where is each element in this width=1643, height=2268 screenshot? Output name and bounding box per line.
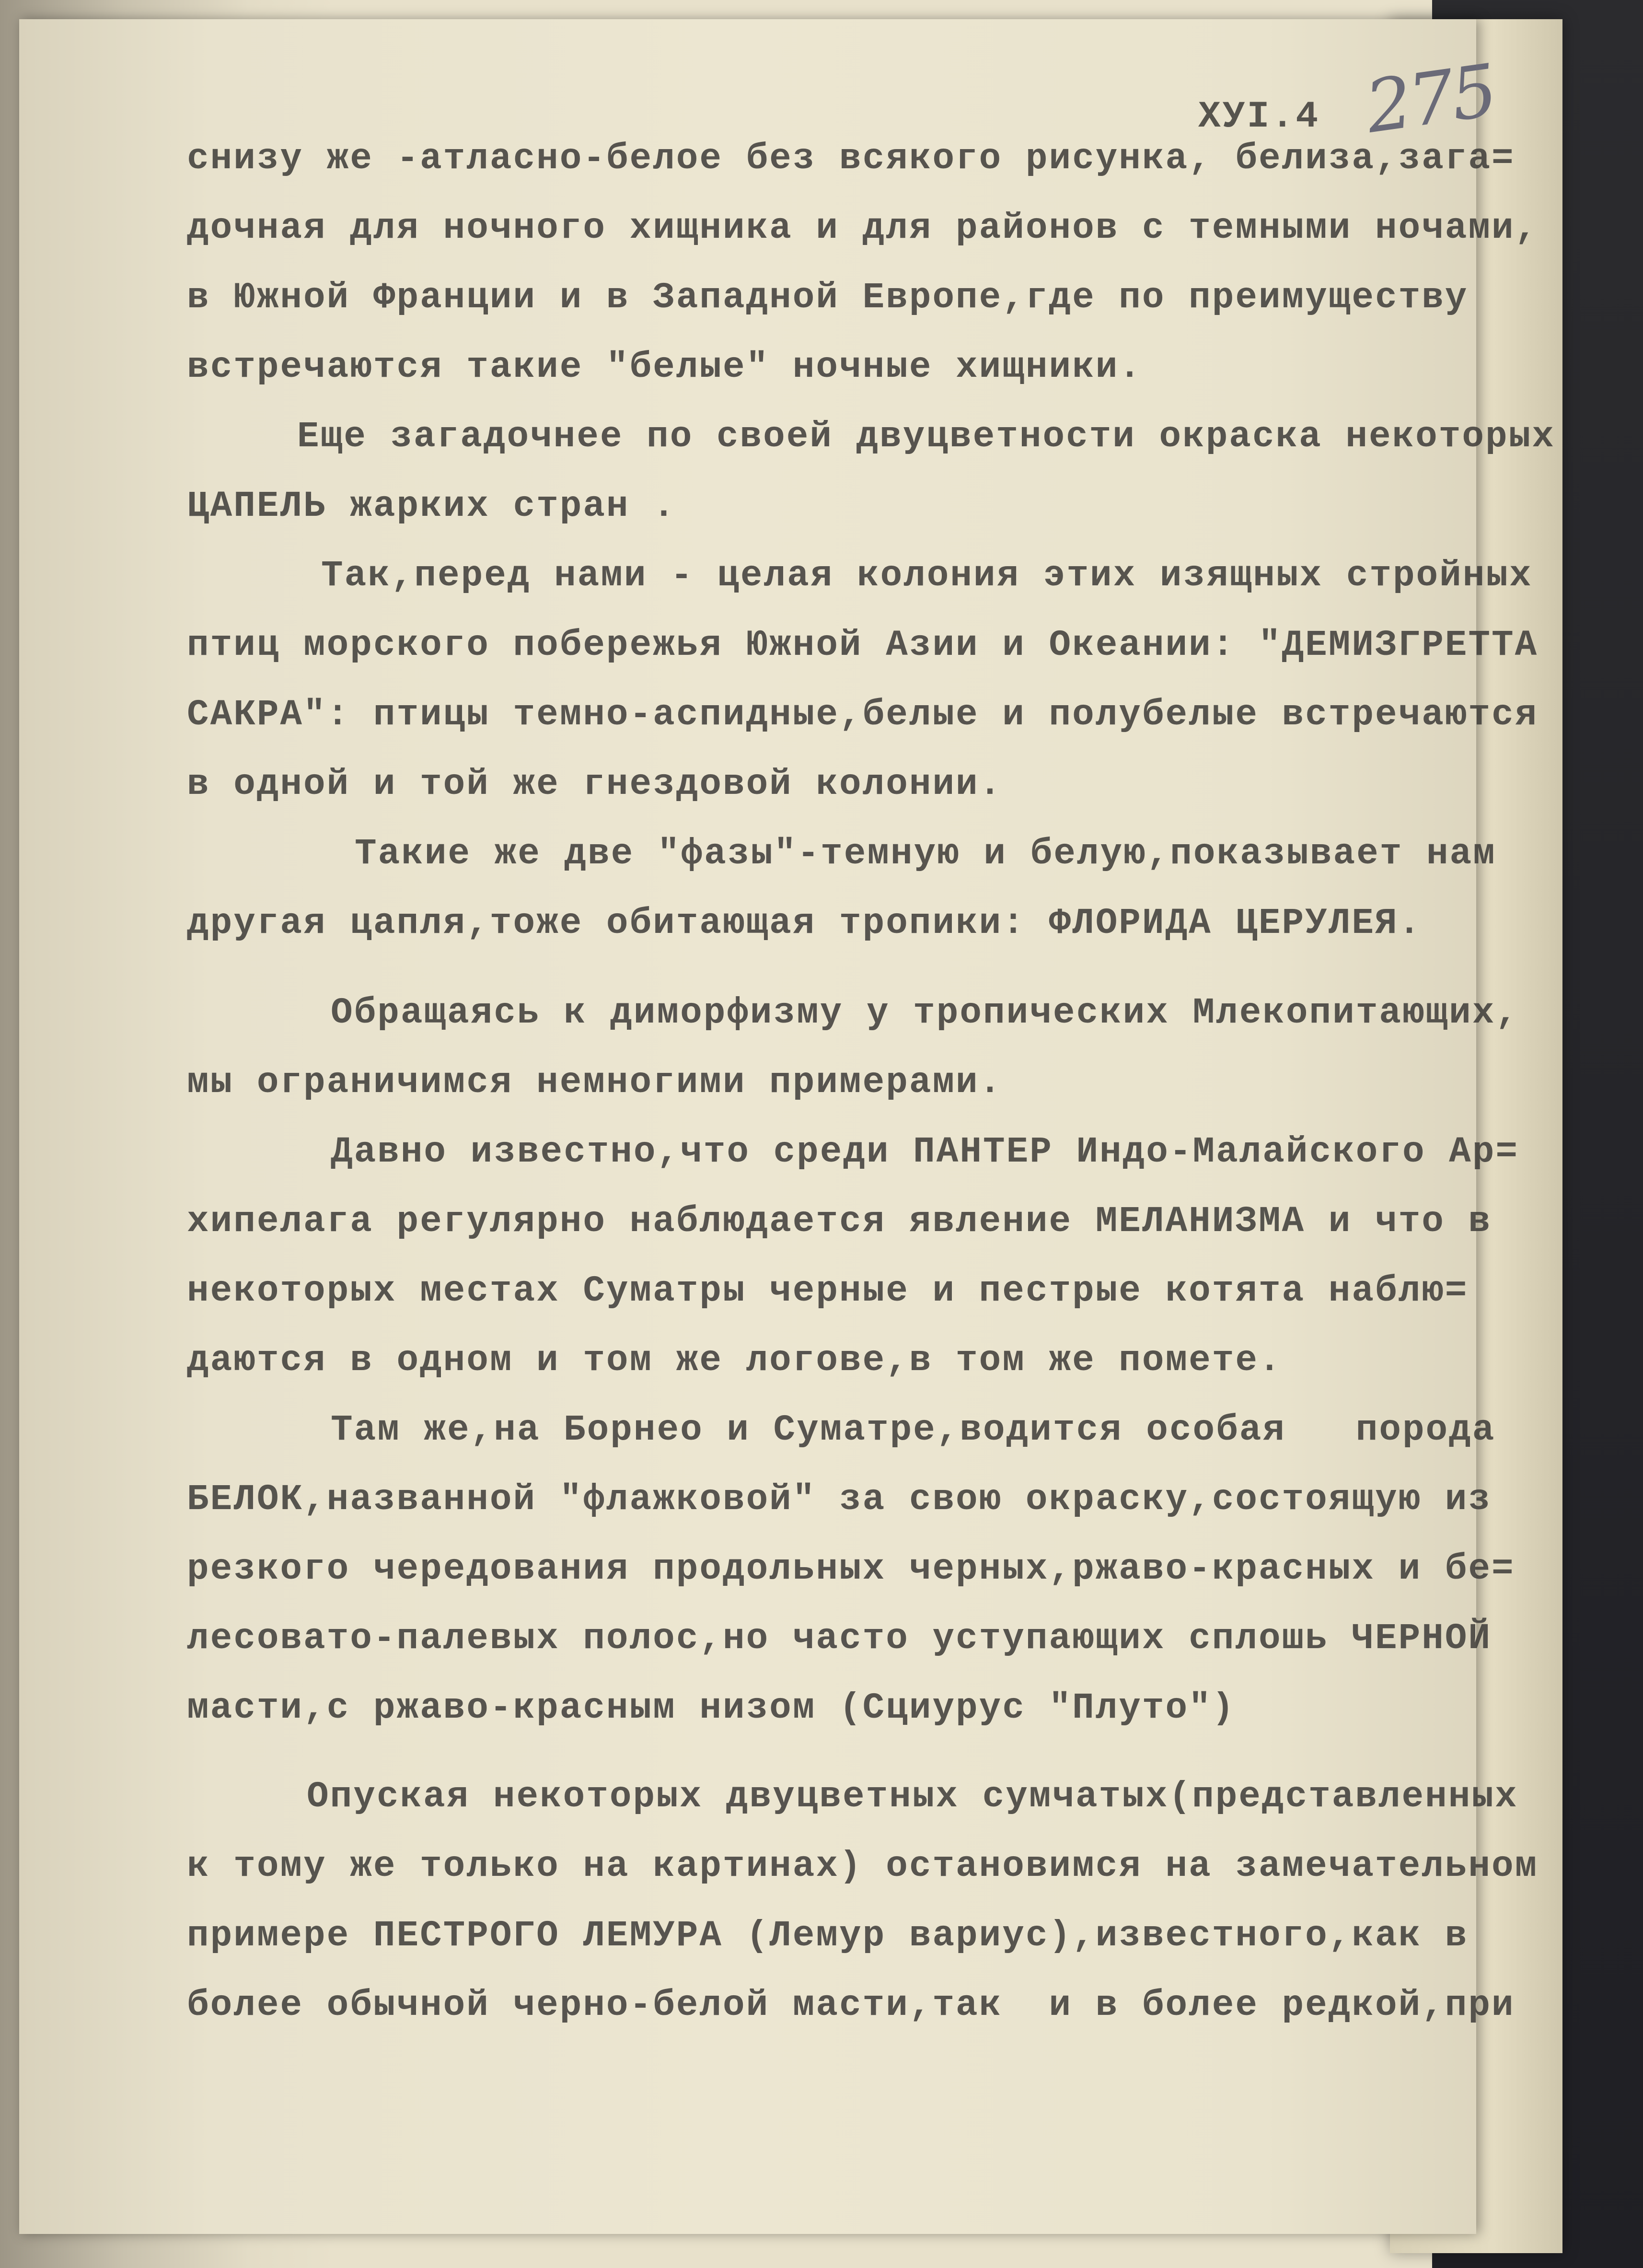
text-line: более обычной черно-белой масти,так и в более редкой,при — [187, 1985, 1515, 2026]
text-line: хипелага регулярно наблюдается явление МЕЛАНИЗМА и что в — [187, 1201, 1492, 1242]
text-line: Еще загадочнее по своей двуцветности окраска некоторых — [297, 416, 1555, 457]
text-line: встречаются такие "белые" ночные хищники. — [187, 347, 1142, 388]
text-line: в одной и той же гнездовой колонии. — [187, 764, 1003, 805]
handwritten-page-number: 275 — [1361, 49, 1500, 150]
text-line: снизу же -атласно-белое без всякого рисунка, белиза,зага= — [187, 138, 1515, 179]
text-line: лесовато-палевых полос,но часто уступающих сплошь ЧЕРНОЙ — [187, 1618, 1492, 1659]
text-line: к тому же только на картинах) остановимся на замечательном — [187, 1846, 1539, 1887]
text-line: ЦАПЕЛЬ жарких стран . — [187, 486, 676, 527]
text-line: мы ограничимся немногими примерами. — [187, 1062, 1003, 1103]
text-line: Так,перед нами - целая колония этих изящных стройных — [321, 555, 1533, 596]
typewritten-page — [19, 19, 1555, 2234]
text-line: Такие же две "фазы"-темную и белую,показывает нам — [355, 833, 1496, 874]
text-line: птиц морского побережья Южной Азии и Океании: "ДЕМИЗГРЕТТА — [187, 625, 1539, 666]
text-line: Обращаясь к диморфизму у тропических Млекопитающих, — [331, 992, 1519, 1034]
text-line: другая цапля,тоже обитающая тропики: ФЛОРИДА ЦЕРУЛЕЯ. — [187, 903, 1422, 944]
text-line: БЕЛОК,названной "флажковой" за свою окраску,состоящую из — [187, 1479, 1492, 1520]
text-line: Давно известно,что среди ПАНТЕР Индо-Малайского Ар= — [331, 1131, 1519, 1173]
text-line: даются в одном и том же логове,в том же помете. — [187, 1340, 1282, 1381]
text-line: дочная для ночного хищника и для районов с темными ночами, — [187, 208, 1539, 249]
text-line: Опуская некоторых двуцветных сумчатых(представленных — [307, 1776, 1518, 1817]
text-line: масти,с ржаво-красным низом (Сциурус "Плуто") — [187, 1687, 1236, 1729]
text-line: САКРА": птицы темно-аспидные,белые и полубелые встречаются — [187, 694, 1539, 735]
text-line: резкого чередования продольных черных,ржаво-красных и бе= — [187, 1548, 1515, 1590]
text-line: Там же,на Борнео и Суматре,водится особая порода — [331, 1409, 1496, 1451]
text-line: некоторых местах Суматры черные и пестрые котята наблю= — [187, 1270, 1469, 1312]
page-label: ХУI.4 — [1198, 96, 1320, 138]
text-line: примере ПЕСТРОГО ЛЕМУРА (Лемур вариус),известного,как в — [187, 1915, 1469, 1956]
text-line: в Южной Франции и в Западной Европе,где по преимуществу — [187, 277, 1469, 318]
